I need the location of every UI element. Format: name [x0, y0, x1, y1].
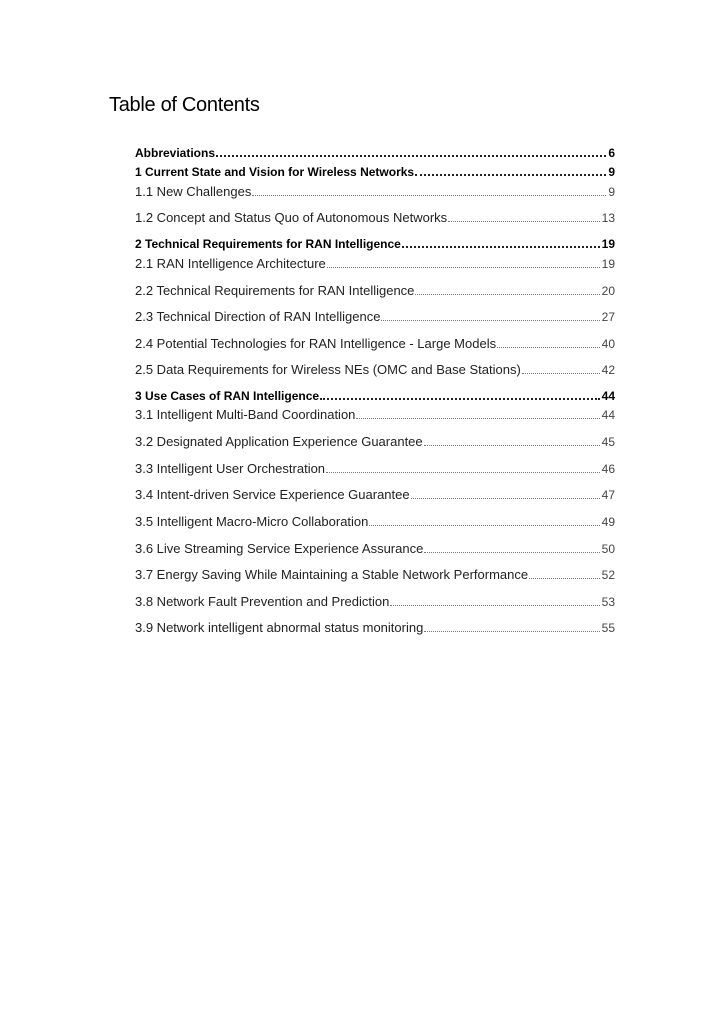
toc-subsection-entry[interactable] [135, 336, 615, 351]
toc-subsection-entry[interactable] [135, 184, 615, 199]
toc-subsection-entry[interactable] [135, 362, 615, 377]
toc-entry-page-number: 44 [601, 389, 615, 403]
toc-entry-page-number: 27 [601, 310, 615, 324]
dot-leader [326, 472, 600, 473]
toc-entry-label: 2.5 Data Requirements for Wireless NEs (OMC and Base Stations) [135, 362, 521, 377]
dot-leader [216, 155, 606, 157]
toc-section-entry[interactable] [135, 146, 615, 160]
toc-entry-page-number: 55 [601, 621, 615, 635]
toc-subsection-entry[interactable] [135, 434, 615, 449]
toc-entry-page-number: 20 [601, 284, 615, 298]
dot-leader [424, 445, 600, 446]
toc-section-entry[interactable] [135, 389, 615, 403]
toc-section-entry[interactable] [135, 237, 615, 251]
toc-entry-label: 3.8 Network Fault Prevention and Prediction [135, 594, 390, 609]
dot-leader [415, 294, 599, 295]
dot-leader [320, 398, 600, 400]
dot-leader [522, 373, 600, 374]
dot-leader [402, 246, 600, 248]
toc-subsection-entry[interactable] [135, 567, 615, 582]
toc-entry-page-number: 52 [601, 568, 615, 582]
toc-subsection-entry[interactable] [135, 514, 615, 529]
toc-entry-page-number: 40 [601, 337, 615, 351]
toc-entry-label: 1.1 New Challenges [135, 184, 252, 199]
toc-subsection-entry[interactable] [135, 594, 615, 609]
toc-entry-page-number: 9 [608, 185, 615, 199]
toc-entry-label: 2.2 Technical Requirements for RAN Intelligence [135, 283, 415, 298]
dot-leader [411, 498, 600, 499]
dot-leader [497, 347, 600, 348]
toc-subsection-entry[interactable] [135, 461, 615, 476]
toc-entry-page-number: 45 [601, 435, 615, 449]
toc-entry-page-number: 53 [601, 595, 615, 609]
toc-entry-page-number: 47 [601, 488, 615, 502]
dot-leader [356, 418, 599, 419]
toc-section-entry[interactable] [135, 165, 615, 179]
toc-entry-label: Abbreviations [135, 146, 216, 160]
toc-entry-page-number: 42 [601, 363, 615, 377]
toc-subsection-entry[interactable] [135, 620, 615, 635]
toc-entry-label: 2.1 RAN Intelligence Architecture [135, 256, 326, 271]
toc-entry-page-number: 50 [601, 542, 615, 556]
toc-entry-label: 3.4 Intent-driven Service Experience Guarantee [135, 487, 410, 502]
dot-leader [381, 320, 599, 321]
toc-subsection-entry[interactable] [135, 487, 615, 502]
dot-leader [424, 631, 599, 632]
dot-leader [415, 174, 606, 176]
dot-leader [529, 578, 600, 579]
toc-entry-page-number: 6 [608, 146, 615, 160]
dot-leader [252, 195, 606, 196]
toc-subsection-entry[interactable] [135, 309, 615, 324]
toc-entry-label: 1 Current State and Vision for Wireless Networks [135, 165, 415, 179]
toc-entry-label: 2 Technical Requirements for RAN Intelligence [135, 237, 401, 251]
toc-entry-page-number: 13 [601, 211, 615, 225]
toc-subsection-entry[interactable] [135, 283, 615, 298]
dot-leader [424, 552, 599, 553]
toc-subsection-entry[interactable] [135, 541, 615, 556]
toc-entry-page-number: 49 [601, 515, 615, 529]
toc-entry-page-number: 46 [601, 462, 615, 476]
toc-entry-label: 3.1 Intelligent Multi-Band Coordination [135, 407, 356, 422]
toc-subsection-entry[interactable] [135, 407, 615, 422]
toc-entry-label: 1.2 Concept and Status Quo of Autonomous Networks [135, 210, 448, 225]
toc-subsection-entry[interactable] [135, 256, 615, 271]
dot-leader [448, 221, 599, 222]
toc-entry-label: 3.7 Energy Saving While Maintaining a Stable Network Performance [135, 567, 529, 582]
toc-entry-label: 2.3 Technical Direction of RAN Intelligence [135, 309, 381, 324]
dot-leader [390, 605, 599, 606]
toc-entry-page-number: 19 [601, 257, 615, 271]
toc-entry-label: 2.4 Potential Technologies for RAN Intelligence - Large Models [135, 336, 497, 351]
dot-leader [327, 267, 600, 268]
toc-entry-page-number: 9 [608, 165, 615, 179]
dot-leader [369, 525, 599, 526]
toc-subsection-entry[interactable] [135, 210, 615, 225]
toc-entry-page-number: 44 [601, 408, 615, 422]
toc-entry-label: 3.9 Network intelligent abnormal status monitoring [135, 620, 424, 635]
toc-entry-label: 3 Use Cases of RAN Intelligence [135, 389, 320, 403]
toc-entry-label: 3.5 Intelligent Macro-Micro Collaboration [135, 514, 369, 529]
toc-entry-label: 3.2 Designated Application Experience Guarantee [135, 434, 423, 449]
toc-entry-label: 3.3 Intelligent User Orchestration [135, 461, 326, 476]
toc-entry-label: 3.6 Live Streaming Service Experience Assurance [135, 541, 424, 556]
toc-entry-page-number: 19 [601, 237, 615, 251]
page-title: Table of Contents [109, 94, 260, 116]
